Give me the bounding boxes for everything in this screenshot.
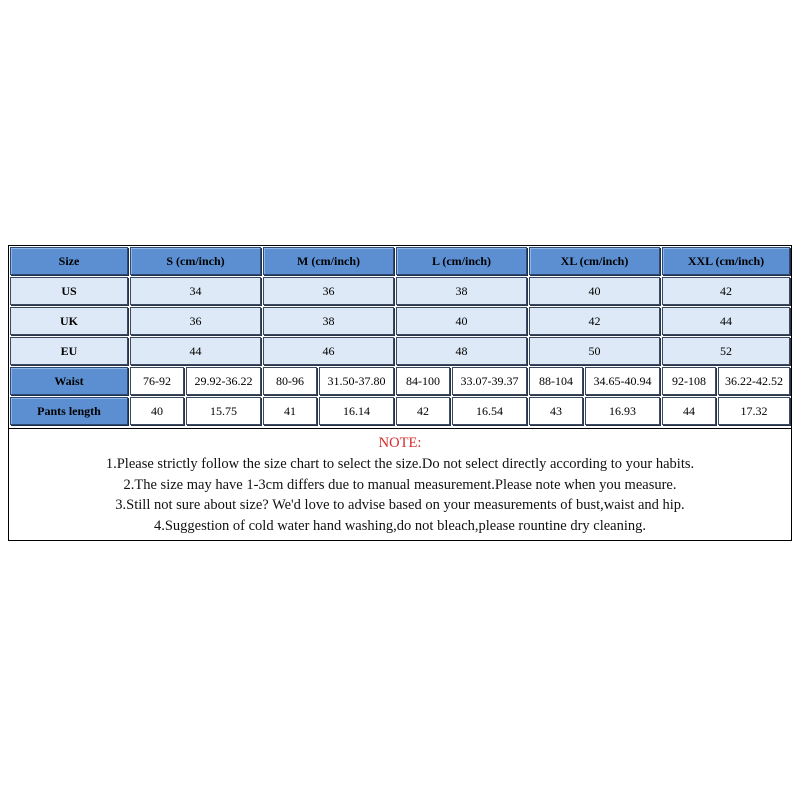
table-cell: 40 xyxy=(129,396,185,426)
size-chart xyxy=(8,245,792,541)
table-cell: 34 xyxy=(129,276,262,306)
row-label-pants-length: Pants length xyxy=(9,396,129,426)
header-l: L (cm/inch) xyxy=(395,246,528,276)
note-line-3: 3.Still not sure about size? We'd love to advise based on your measurements of bust,waist and hip. xyxy=(115,497,685,513)
table-cell: 44 xyxy=(661,396,717,426)
table-cell: 38 xyxy=(395,276,528,306)
table-cell: 76-92 xyxy=(129,366,185,396)
table-cell: 84-100 xyxy=(395,366,451,396)
row-us xyxy=(9,276,791,306)
table-cell: 29.92-36.22 xyxy=(185,366,262,396)
table-cell: 52 xyxy=(661,336,791,366)
table-cell: 44 xyxy=(661,306,791,336)
header-size: Size xyxy=(9,246,129,276)
table-cell: 31.50-37.80 xyxy=(318,366,395,396)
note-line-2: 2.The size may have 1-3cm differs due to manual measurement.Please note when you measure. xyxy=(123,476,677,493)
row-uk xyxy=(9,306,791,336)
row-pants-length xyxy=(9,396,791,426)
note-line-1: 1.Please strictly follow the size chart to select the size.Do not select directly according to your habits. xyxy=(105,456,695,472)
table-cell: 17.32 xyxy=(717,396,791,426)
table-cell: 41 xyxy=(262,396,318,426)
table-cell: 42 xyxy=(661,276,791,306)
table-cell: 42 xyxy=(395,396,451,426)
table-cell: 44 xyxy=(129,336,262,366)
table-cell: 88-104 xyxy=(528,366,584,396)
table-cell: 46 xyxy=(262,336,395,366)
table-cell: 36 xyxy=(129,306,262,336)
size-table xyxy=(9,246,791,426)
row-label-waist: Waist xyxy=(9,366,129,396)
table-cell: 34.65-40.94 xyxy=(584,366,661,396)
header-xl: XL (cm/inch) xyxy=(528,246,661,276)
header-s: S (cm/inch) xyxy=(129,246,262,276)
row-waist xyxy=(9,366,791,396)
table-cell: 50 xyxy=(528,336,661,366)
table-cell: 38 xyxy=(262,306,395,336)
table-cell: 36.22-42.52 xyxy=(717,366,791,396)
table-cell: 42 xyxy=(528,306,661,336)
header-xxl: XXL (cm/inch) xyxy=(661,246,791,276)
notes-section xyxy=(9,428,791,540)
row-label-us: US xyxy=(9,276,129,306)
table-cell: 80-96 xyxy=(262,366,318,396)
row-label-uk: UK xyxy=(9,306,129,336)
table-cell: 16.93 xyxy=(584,396,661,426)
header-m: M (cm/inch) xyxy=(262,246,395,276)
table-cell: 36 xyxy=(262,276,395,306)
row-label-eu: EU xyxy=(9,336,129,366)
note-line-4: 4.Suggestion of cold water hand washing,do not bleach,please rountine dry cleaning. xyxy=(153,517,647,534)
table-cell: 15.75 xyxy=(185,396,262,426)
table-cell: 40 xyxy=(395,306,528,336)
table-cell: 48 xyxy=(395,336,528,366)
table-cell: 43 xyxy=(528,396,584,426)
row-eu xyxy=(9,336,791,366)
table-cell: 40 xyxy=(528,276,661,306)
table-cell: 33.07-39.37 xyxy=(451,366,528,396)
table-cell: 16.54 xyxy=(451,396,528,426)
header-row xyxy=(9,246,791,276)
table-cell: 92-108 xyxy=(661,366,717,396)
note-title: NOTE: xyxy=(378,435,422,451)
table-cell: 16.14 xyxy=(318,396,395,426)
